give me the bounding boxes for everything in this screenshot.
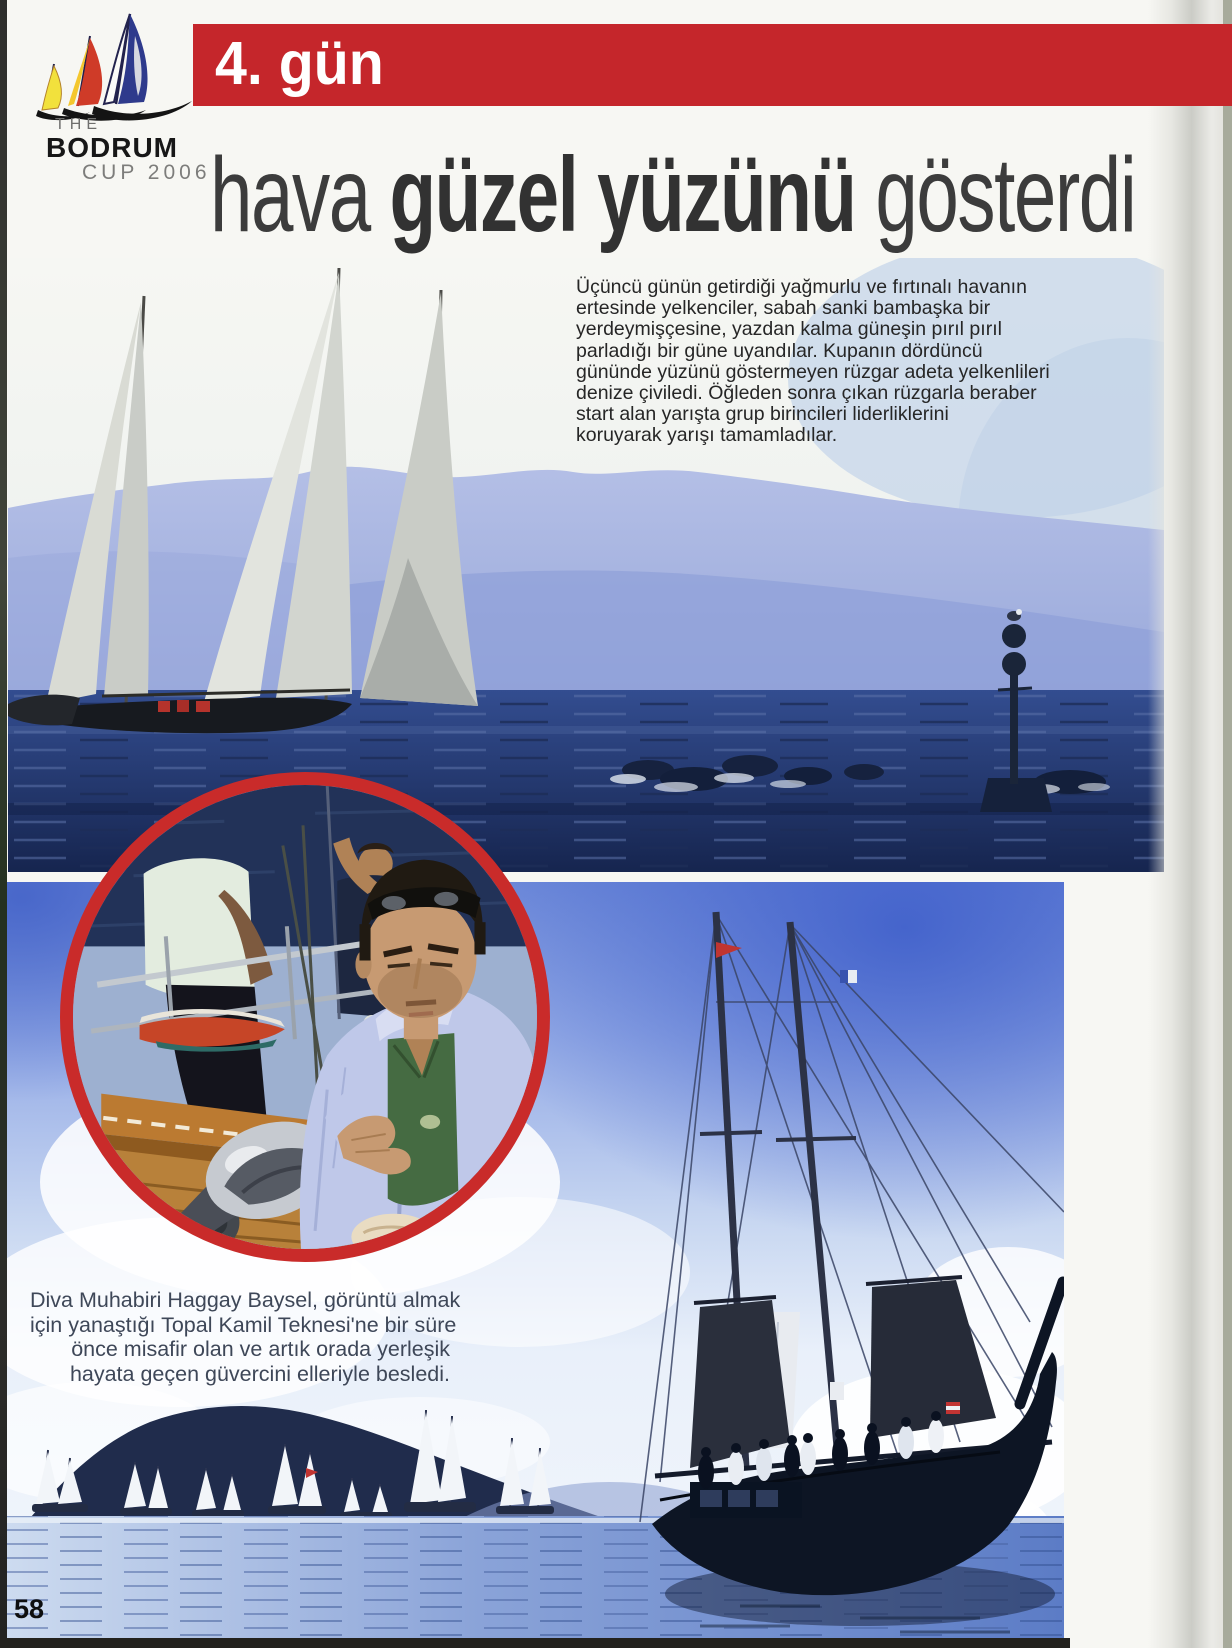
scan-bottom-edge	[0, 1638, 1070, 1648]
scan-page-curl	[1148, 0, 1232, 1648]
intro-line: parladığı bir güne uyandılar. Kupanın dördüncü	[576, 339, 983, 362]
logo-text-the: THE	[55, 116, 102, 133]
logo-text-bodrum: BODRUM	[46, 132, 178, 163]
headline	[210, 136, 1136, 254]
headline-bold: güzel yüzünü	[389, 136, 856, 254]
intro-line: ertesinde yelkenciler, sabah sanki bambaşka bir	[576, 297, 991, 320]
intro-line: yerdeymişçesine, yazdan kalma güneşin pırıl pırıl	[576, 318, 1002, 341]
caption-line: Diva Muhabiri Haggay Baysel, görüntü almak	[30, 1288, 461, 1312]
headline-pre: hava	[210, 136, 390, 254]
day-banner-label: 4. gün	[215, 29, 384, 97]
intro-line: start alan yarışta grup birincileri liderliklerini	[576, 403, 949, 426]
sailboats-icon	[34, 6, 204, 126]
scan-left-edge	[0, 0, 7, 1648]
page-number: 58	[14, 1594, 45, 1624]
photo-caption	[30, 1288, 461, 1386]
intro-line: Üçüncü günün getirdiği yağmurlu ve fırtınalı havanın	[576, 276, 1027, 298]
circle-photo-art	[73, 785, 537, 1249]
day-banner	[193, 24, 1232, 106]
logo-text-cup: CUP 2006	[82, 161, 211, 184]
caption-line: hayata geçen güvercini elleriyle besledi.	[69, 1361, 450, 1386]
caption-line: önce misafir olan ve artık orada yerleşik	[71, 1337, 450, 1361]
intro-paragraph	[576, 277, 1050, 447]
headline-post: gösterdi	[855, 136, 1136, 254]
circle-photo	[60, 772, 550, 1262]
intro-line: koruyarak yarışı tamamladılar.	[576, 424, 838, 447]
intro-line: denize çiviledi. Öğleden sonra çıkan rüzgarla beraber	[576, 382, 1037, 405]
caption-line: için yanaştığı Topal Kamil Teknesi'ne bir süre	[30, 1312, 457, 1337]
bodrum-cup-logo	[34, 6, 214, 196]
intro-line: gününde yüzünü göstermeyen rüzgar adeta yelkenlileri	[576, 360, 1050, 383]
scan-edge-strip	[1223, 0, 1232, 1648]
